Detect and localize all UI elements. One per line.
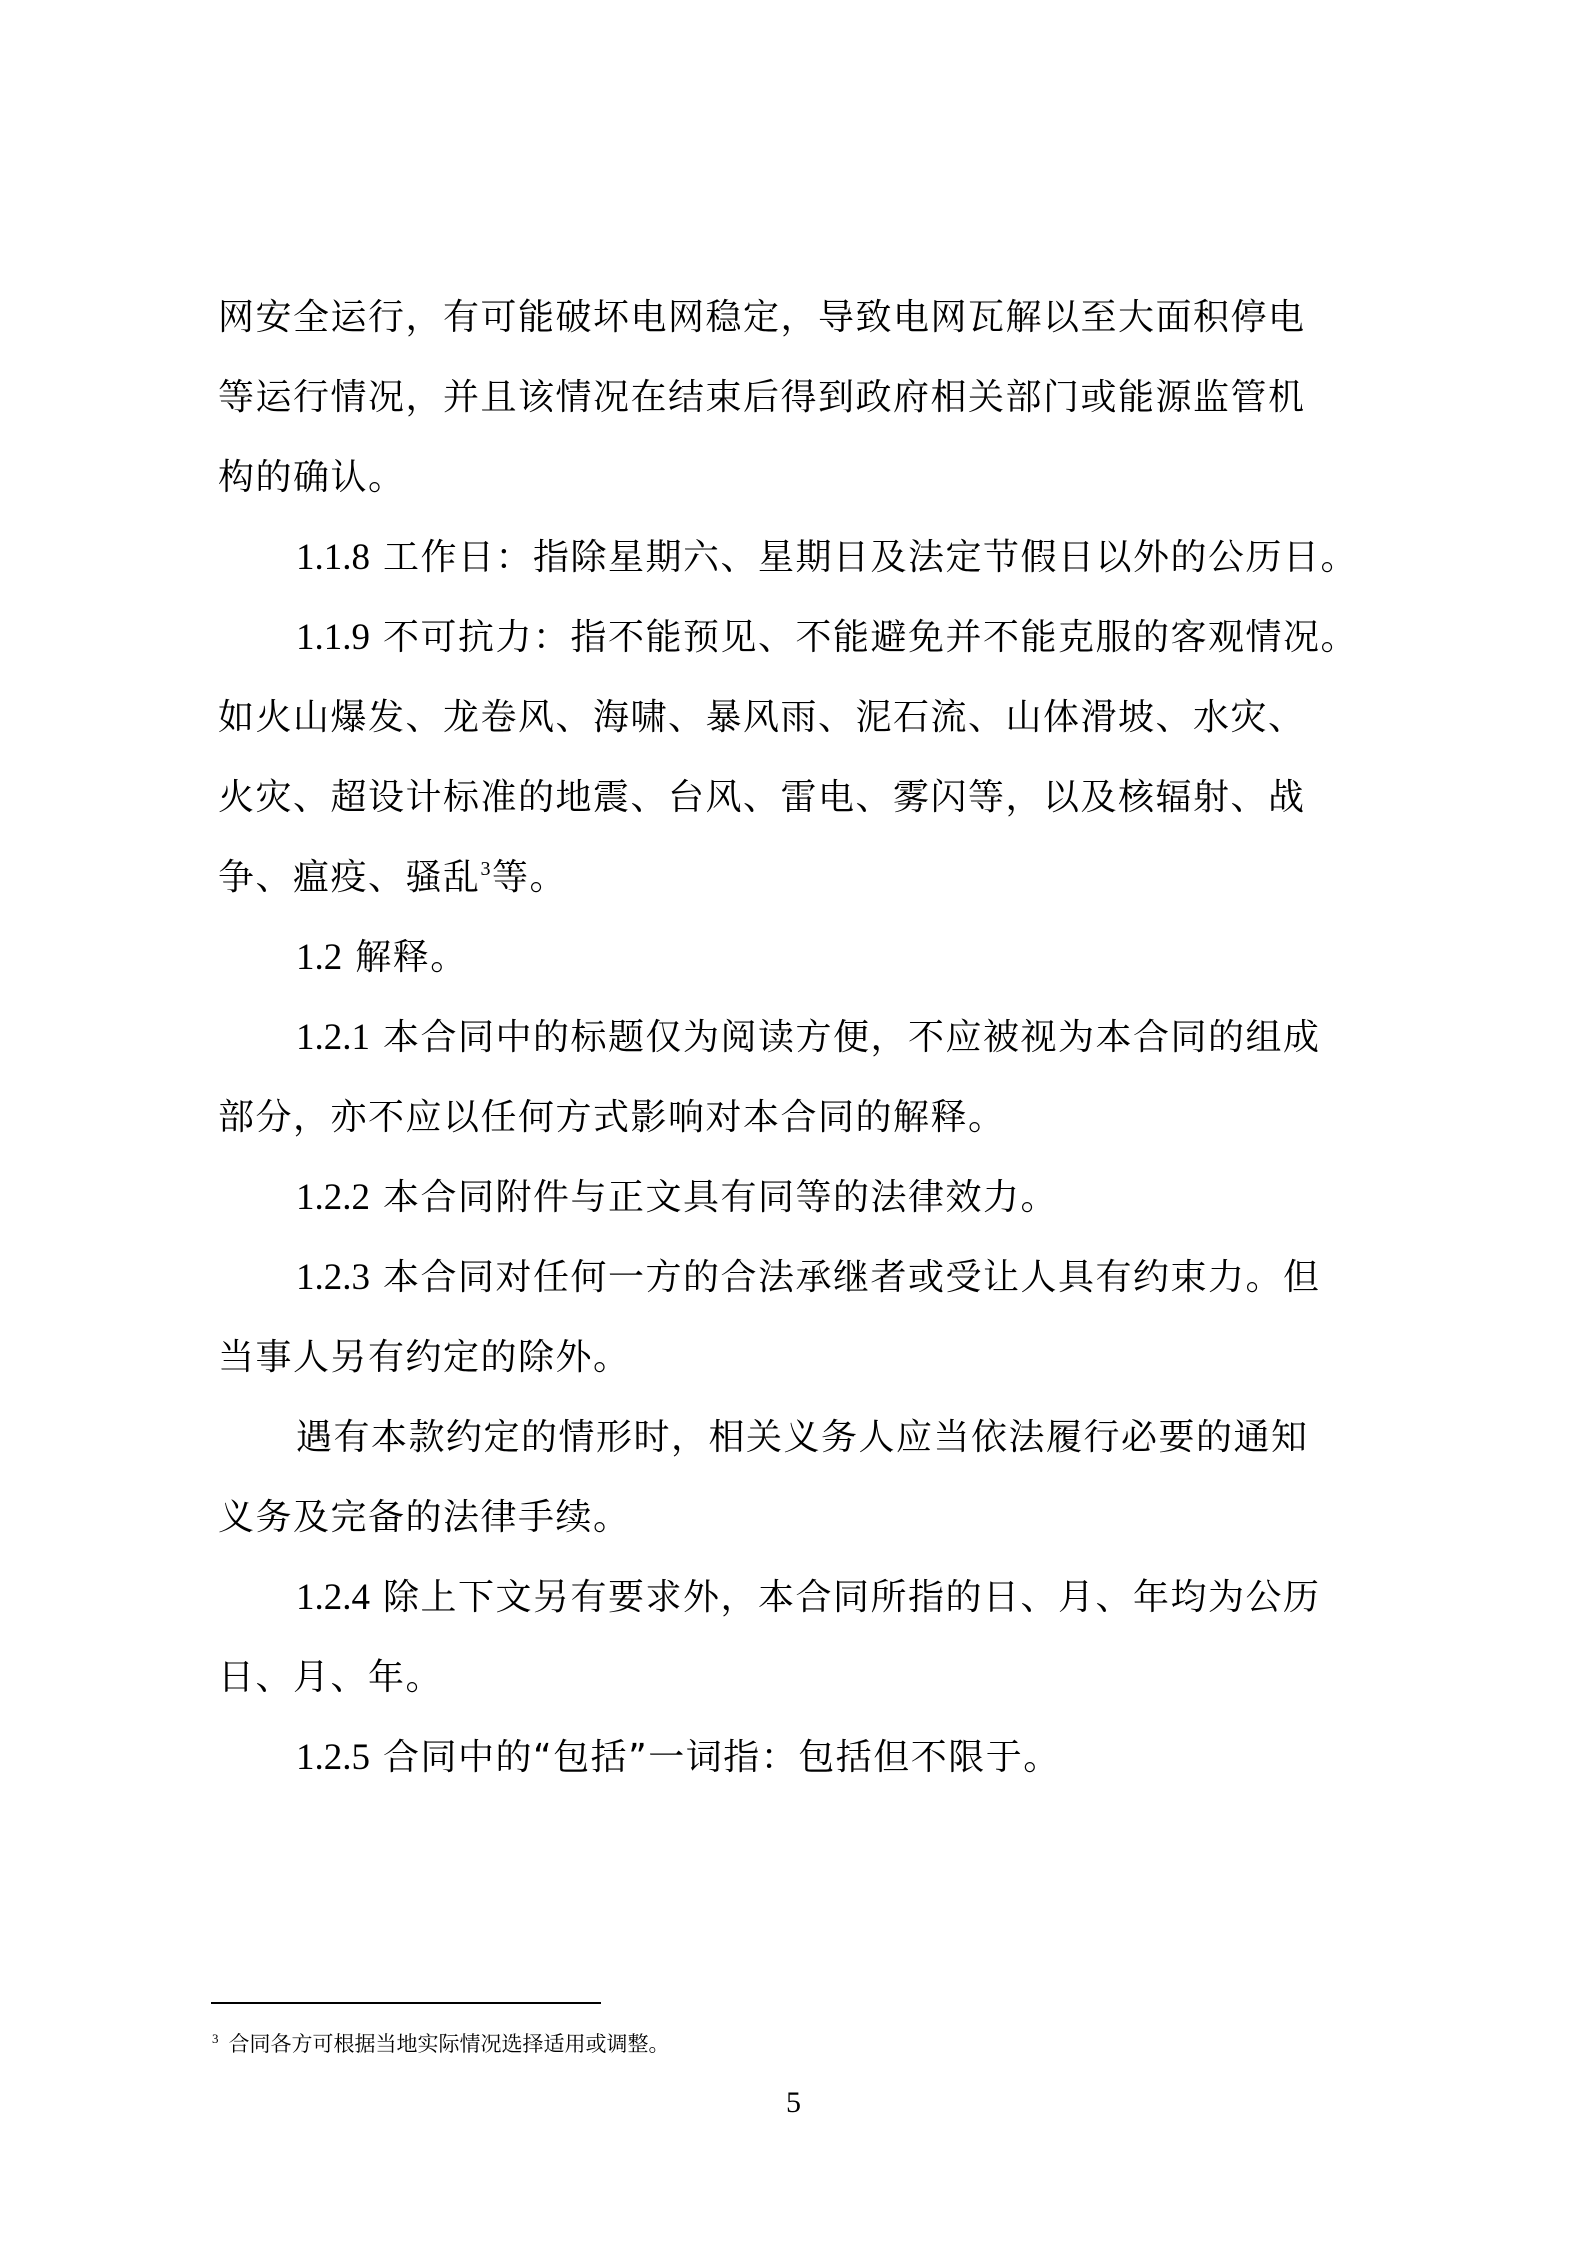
paragraph-line: 构的确认。 [218,457,406,498]
clause-1-2-1: 1.2.1 本合同中的标题仅为阅读方便，不应被视为本合同的组成 [296,1017,1321,1058]
clause-number: 1.2.2 [296,1177,370,1218]
clause-1-2-3: 1.2.3 本合同对任何一方的合法承继者或受让人具有约束力。但 [296,1257,1321,1298]
clause-number: 1.2.5 [296,1737,370,1778]
footnote [212,2024,670,2059]
body-text [218,278,1380,1798]
paragraph-line: 遇有本款约定的情形时，相关义务人应当依法履行必要的通知 [296,1417,1309,1458]
footnote-marker: 3 [212,2031,219,2046]
clause-1-2: 1.2 解释。 [296,937,468,978]
clause-1-2-4: 1.2.4 除上下文另有要求外，本合同所指的日、月、年均为公历 [296,1577,1321,1618]
clause-1-1-8: 1.1.8 工作日：指除星期六、星期日及法定节假日以外的公历日。 [296,537,1358,578]
clause-1-1-9: 1.1.9 不可抗力：指不能预见、不能避免并不能克服的客观情况。 [296,617,1358,658]
footnote-text: 合同各方可根据当地实际情况选择适用或调整。 [228,2032,670,2056]
clause-number: 1.1.8 [296,537,370,578]
paragraph-line: 义务及完备的法律手续。 [218,1497,631,1538]
clause-number: 1.2.4 [296,1577,370,1618]
clause-number: 1.2.3 [296,1257,370,1298]
paragraph-line: 火灾、超设计标准的地震、台风、雷电、雾闪等，以及核辐射、战 [218,777,1306,818]
paragraph-line: 等运行情况，并且该情况在结束后得到政府相关部门或能源监管机 [218,377,1306,418]
footnote-separator [211,2002,601,2004]
clause-1-2-2: 1.2.2 本合同附件与正文具有同等的法律效力。 [296,1177,1058,1218]
paragraph-line: 争、瘟疫、骚乱$^3$等。 [218,857,568,898]
page-number: 5 [786,2086,801,2119]
clause-number: 1.2 [296,937,343,978]
paragraph-line: 部分，亦不应以任何方式影响对本合同的解释。 [218,1097,1006,1138]
paragraph-line: 网安全运行，有可能破坏电网稳定，导致电网瓦解以至大面积停电 [218,297,1306,338]
paragraph-line: 日、月、年。 [218,1657,444,1698]
paragraph-line: 如火山爆发、龙卷风、海啸、暴风雨、泥石流、山体滑坡、水灾、 [218,697,1306,738]
footnote-reference[interactable]: 3 [480,858,493,880]
clause-number: 1.2.1 [296,1017,370,1058]
paragraph-line: 当事人另有约定的除外。 [218,1337,631,1378]
clause-number: 1.1.9 [296,617,370,658]
clause-1-2-5: 1.2.5 合同中的“包括”一词指：包括但不限于。 [296,1737,1061,1778]
